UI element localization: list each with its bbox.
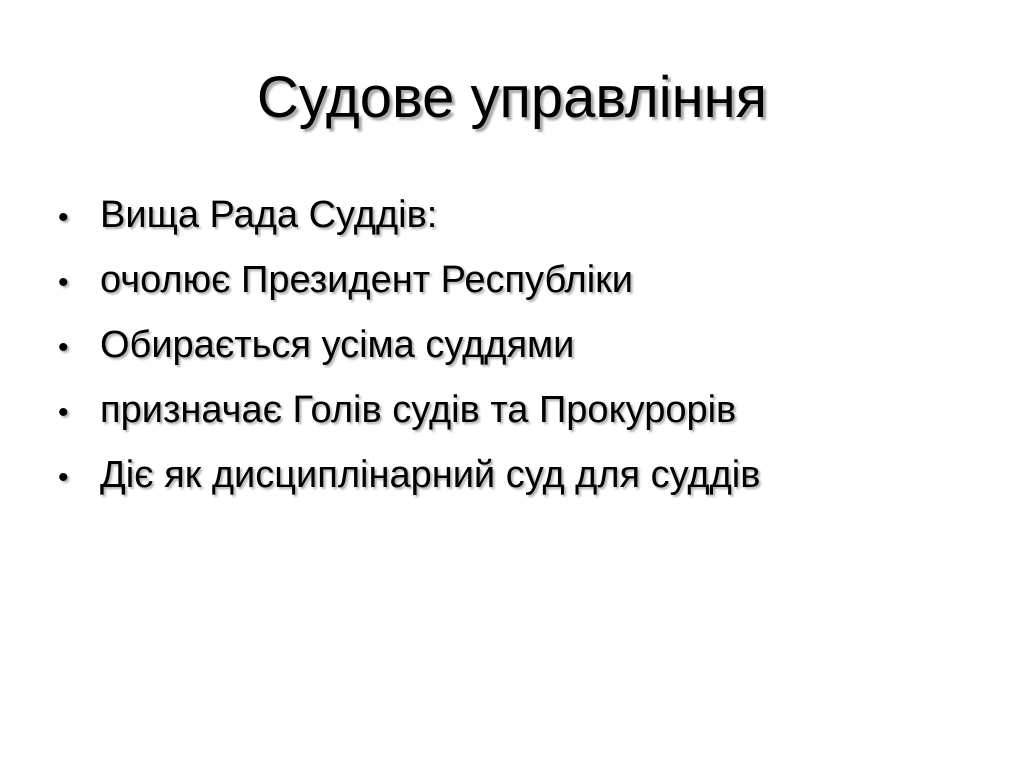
bullet-icon: • [58,331,69,364]
bullet-item [58,248,998,313]
slide-title: Судове управління [256,65,768,130]
bullet-text: очолює Президент Республіки [100,259,634,301]
bullet-icon: • [58,396,69,429]
bullet-text: Діє як дисциплінарний суд для суддів [100,454,761,496]
bullet-icon: • [58,201,69,234]
bullet-text: Обирається усіма суддями [100,324,575,366]
bullet-item [58,313,998,378]
bullet-text: призначає Голів судів та Прокурорів [100,389,737,431]
bullet-item [58,183,998,248]
bullet-list [58,183,998,508]
bullet-item [58,378,998,443]
bullet-text: Вища Рада Суддів: [100,194,438,236]
bullet-icon: • [58,266,69,299]
bullet-icon: • [58,461,69,494]
bullet-item [58,443,998,508]
